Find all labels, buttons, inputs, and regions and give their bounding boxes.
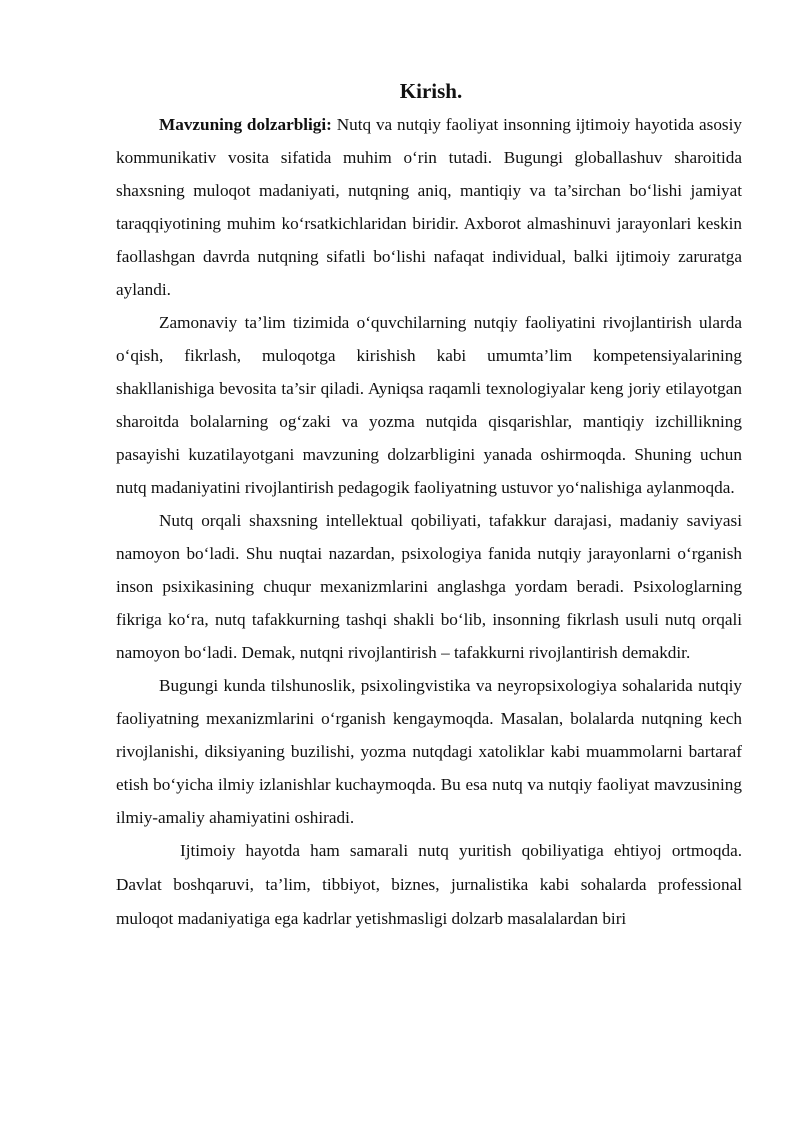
page-title: Kirish. [399,79,463,103]
paragraph-text: Nutq va nutqiy faoliyat insonning ijtimoiy hayotida asosiy kommunikativ vosita sifatida muhim o‘rin tutadi. Bugungi globallashuv sharoitida shaxsning muloqot madaniyati, nutqning aniq, mantiqiy va ta’sirchan bo‘lishi jamiyat taraqqiyotining muhim ko‘rsatkichlaridan biridir. Axborot almashinuvi jarayonlari keskin faollashgan davrda nutqning sifatli bo‘lishi nafaqat individual, balki ijtimoiy zaruratga aylandi. [116,115,742,299]
paragraph-relevance [116,108,742,306]
paragraph: Ijtimoiy hayotda ham samarali nutq yuritish qobiliyatiga ehtiyoj ortmoqda. Davlat boshqaruvi, ta’lim, tibbiyot, biznes, jurnalistika kabi sohalarda professional muloqot madaniyatiga ega kadrlar yetishmasligi dolzarb masalalardan biri [116,841,742,928]
paragraph: Nutq orqali shaxsning intellektual qobiliyati, tafakkur darajasi, madaniy saviyasi namoyon bo‘ladi. Shu nuqtai nazardan, psixologiya fanida nutqiy jarayonlarni o‘rganish inson psixikasining chuqur mexanizmlarini anglashga yordam beradi. Psixologlarning fikriga ko‘ra, nutq tafakkurning tashqi shakli bo‘lib, insonning fikrlash usuli nutq orqali namoyon bo‘ladi. Demak, nutqni rivojlantirish – tafakkurni rivojlantirish demakdir. [116,511,742,662]
paragraph: Zamonaviy ta’lim tizimida o‘quvchilarning nutqiy faoliyatini rivojlantirish ularda o‘qish, fikrlash, muloqotga kirishish kabi umumta’lim kompetensiyalarining shakllanishiga bevosita ta’sir qiladi. Ayniqsa raqamli texnologiyalar keng joriy etilayotgan sharoitda bolalarning og‘zaki va yozma nutqida qisqarishlar, mantiqiy izchillikning pasayishi kuzatilayotgani mavzuning dolzarbligini yanada oshirmoqda. Shuning uchun nutq madaniyatini rivojlantirish pedagogik faoliyatning ustuvor yo‘nalishiga aylanmoqda. [116,313,742,497]
paragraph: Bugungi kunda tilshunoslik, psixolingvistika va neyropsixologiya sohalarida nutqiy faoliyatning mexanizmlarini o‘rganish kengaymoqda. Masalan, bolalarda nutqning kech rivojlanishi, diksiyaning buzilishi, yozma nutqdagi xatoliklar kabi muammolarni bartaraf etish bo‘yicha ilmiy izlanishlar kuchaymoqda. Bu esa nutq va nutqiy faoliyat mavzusining ilmiy-amaliy ahamiyatini oshiradi. [116,676,742,827]
document-page [116,74,742,936]
lead-label: Mavzuning dolzarbligi: [159,115,332,134]
